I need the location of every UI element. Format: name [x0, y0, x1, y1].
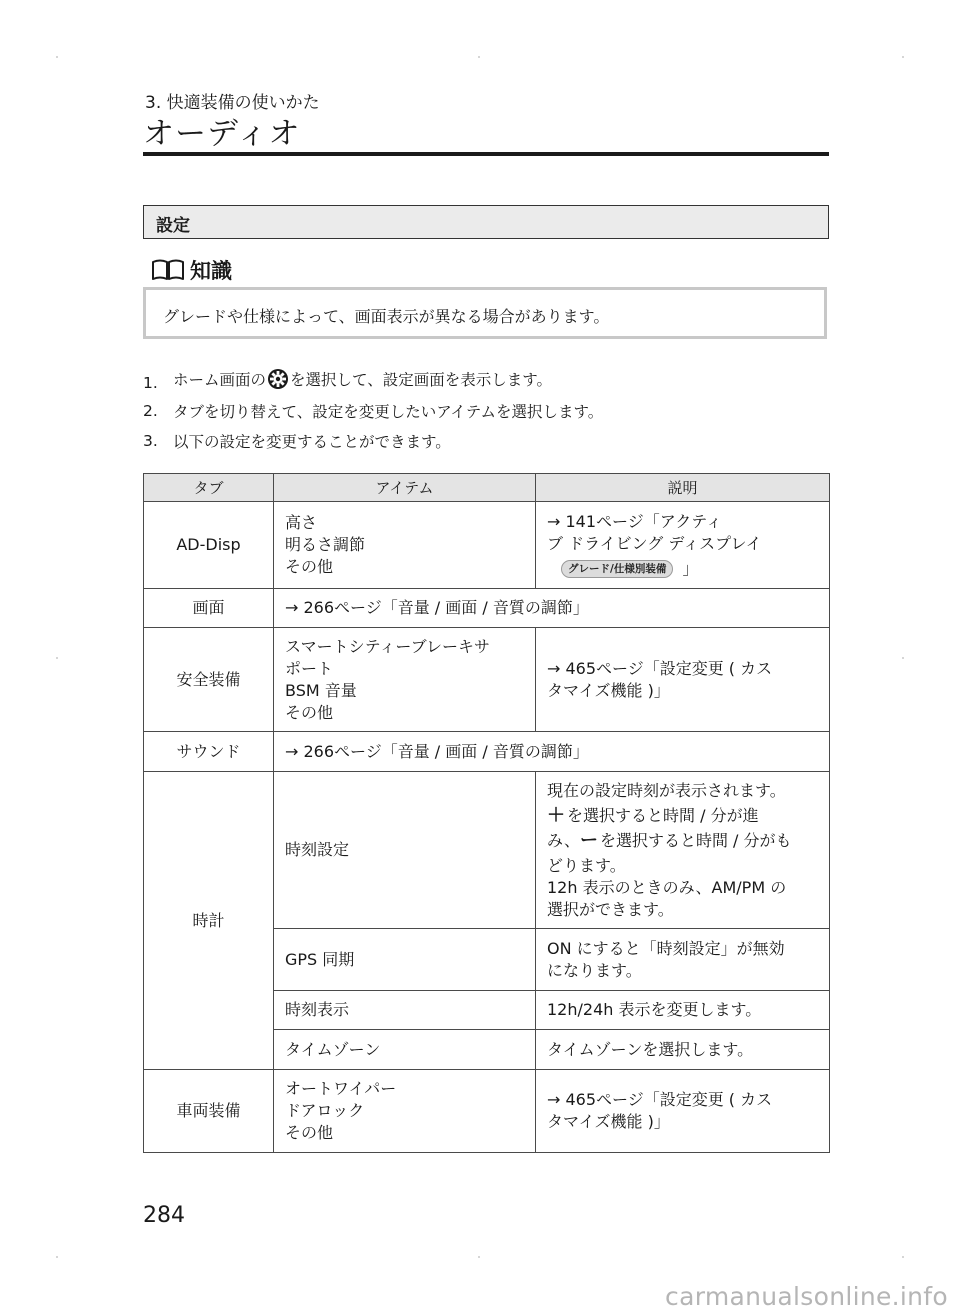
description-line: → 465ページ「設定変更 ( カス	[547, 1090, 773, 1109]
gear-icon	[267, 368, 289, 390]
breadcrumb: 3. 快適装備の使いかた	[145, 93, 320, 113]
table-row	[144, 1070, 830, 1153]
description-line: ON にすると「時刻設定」が無効	[547, 938, 785, 958]
minus-icon: ー	[579, 829, 598, 851]
description-cell	[536, 502, 830, 589]
description-cell: タイムゾーンを選択します。	[536, 1030, 830, 1070]
table-row	[144, 502, 830, 589]
item-line: その他	[285, 557, 334, 576]
step-number: 1.	[143, 374, 158, 392]
tab-cell: サウンド	[144, 732, 274, 772]
title-rule	[143, 152, 829, 156]
tab-cell: 車両装備	[144, 1070, 274, 1153]
description-line: タマイズ機能 )」	[547, 680, 670, 700]
step-text: を選択して、設定画面を表示します。	[290, 371, 552, 389]
tab-cell: AD-Disp	[144, 502, 274, 589]
crop-mark	[56, 1256, 58, 1258]
item-line: その他	[285, 1123, 334, 1142]
item-cell: GPS 同期	[274, 929, 536, 991]
description-cell	[536, 1070, 830, 1153]
settings-table	[143, 473, 830, 1153]
merged-description-cell: → 266ページ「音量 / 画面 / 音質の調節」	[274, 732, 830, 772]
description-line: → 141ページ「アクティ	[547, 511, 722, 531]
step-text: 以下の設定を変更することができます。	[173, 433, 451, 451]
section-title: 設定	[156, 216, 190, 236]
item-cell: タイムゾーン	[274, 1030, 536, 1070]
description-line: どります。	[547, 855, 626, 875]
merged-description-cell: → 266ページ「音量 / 画面 / 音質の調節」	[274, 589, 830, 628]
crop-mark	[478, 1256, 480, 1258]
tab-cell: 画面	[144, 589, 274, 628]
item-line: スマートシティーブレーキサ	[285, 636, 490, 656]
description-line	[547, 805, 818, 827]
description-line: ブ ドライビング ディスプレイ	[547, 533, 762, 553]
step-1	[143, 368, 552, 390]
crop-mark	[902, 657, 904, 659]
step-3	[143, 430, 451, 452]
item-line: 明るさ調節	[285, 535, 366, 554]
column-header-tab: タブ	[144, 474, 274, 502]
step-2	[143, 400, 603, 422]
page-number: 284	[143, 1203, 185, 1228]
closing-bracket: 」	[682, 558, 699, 578]
description-line: タマイズ機能 )」	[547, 1112, 670, 1131]
description-text: を選択すると時間 / 分がも	[599, 830, 792, 850]
step-number: 3.	[143, 432, 158, 450]
knowledge-heading	[150, 255, 232, 285]
description-line: → 465ページ「設定変更 ( カス	[547, 658, 773, 678]
step-number: 2.	[143, 402, 158, 420]
description-cell	[536, 772, 830, 929]
description-text: を選択すると時間 / 分が進	[567, 805, 759, 825]
item-cell	[274, 502, 536, 589]
description-line: になります。	[547, 960, 642, 980]
crop-mark	[478, 56, 480, 58]
page-title: オーディオ	[143, 116, 301, 152]
item-cell	[274, 628, 536, 732]
description-line	[547, 558, 818, 580]
book-icon	[150, 257, 186, 283]
table-header-row	[144, 474, 830, 502]
item-line: ポート	[285, 658, 334, 678]
item-line: その他	[285, 702, 334, 722]
plus-icon: ＋	[547, 804, 565, 826]
crop-mark	[56, 657, 58, 659]
table-row	[144, 628, 830, 732]
tab-cell: 時計	[144, 772, 274, 1070]
table-row	[144, 772, 830, 929]
description-line	[547, 830, 818, 852]
item-line: オートワイパー	[285, 1079, 397, 1098]
description-line: 12h 表示のときのみ、AM/PM の	[547, 877, 787, 897]
description-cell: 12h/24h 表示を変更します。	[536, 991, 830, 1030]
table-row	[144, 732, 830, 772]
item-cell: 時刻表示	[274, 991, 536, 1030]
item-line: BSM 音量	[285, 680, 357, 700]
grade-spec-badge: グレード/仕様別装備	[561, 560, 673, 578]
knowledge-note-box	[143, 287, 827, 339]
description-cell	[536, 628, 830, 732]
crop-mark	[56, 56, 58, 58]
column-header-description: 説明	[536, 474, 830, 502]
section-heading-box	[143, 205, 829, 239]
crop-mark	[902, 1256, 904, 1258]
item-cell: 時刻設定	[274, 772, 536, 929]
watermark: carmanualsonline.info	[665, 1282, 948, 1311]
step-text: ホーム画面の	[173, 371, 267, 389]
knowledge-title: 知識	[190, 259, 232, 283]
column-header-item: アイテム	[274, 474, 536, 502]
item-line: 高さ	[285, 513, 318, 532]
crop-mark	[902, 56, 904, 58]
knowledge-note-text: グレードや仕様によって、画面表示が異なる場合があります。	[163, 307, 610, 326]
table-row	[144, 589, 830, 628]
description-text: み、	[547, 830, 580, 850]
step-text: タブを切り替えて、設定を変更したいアイテムを選択します。	[173, 403, 604, 421]
item-cell	[274, 1070, 536, 1153]
item-line: ドアロック	[285, 1101, 365, 1120]
description-line: 選択ができます。	[547, 899, 674, 919]
description-cell	[536, 929, 830, 991]
tab-cell: 安全装備	[144, 628, 274, 732]
description-line: 現在の設定時刻が表示されます。	[547, 780, 786, 800]
